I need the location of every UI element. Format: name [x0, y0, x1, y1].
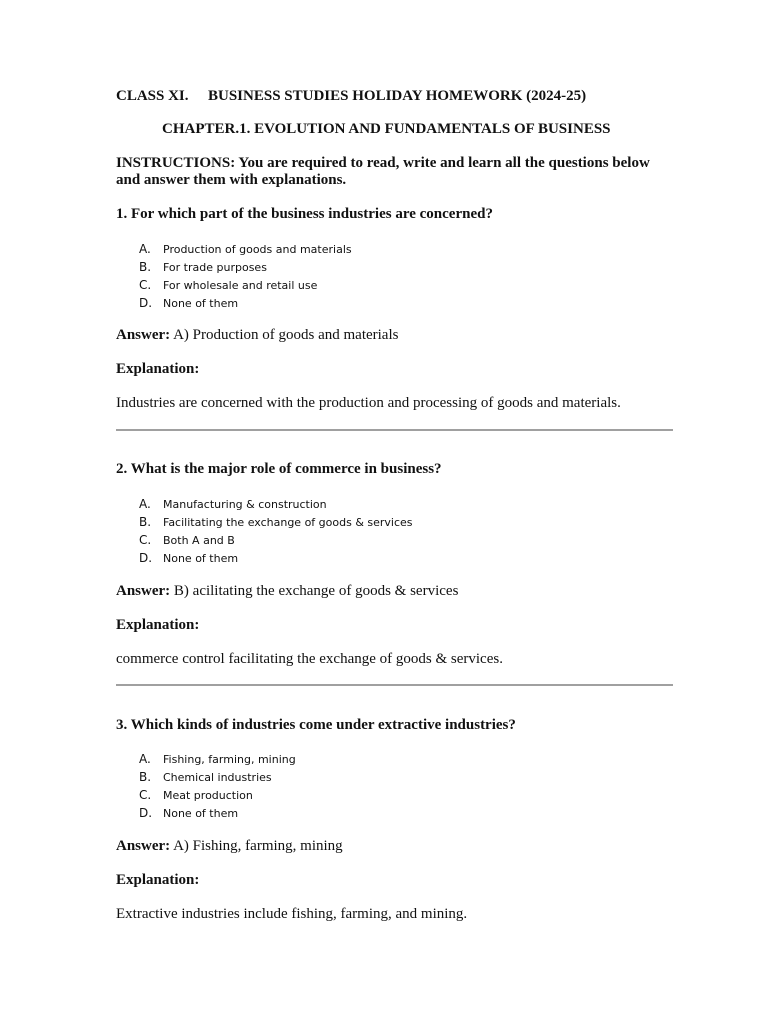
option-c	[139, 531, 413, 549]
option-letter: B.	[139, 515, 152, 529]
option-text: None of them	[163, 807, 239, 820]
option-letter: A.	[139, 242, 151, 256]
option-text: Fishing, farming, mining	[163, 753, 296, 766]
document-title: BUSINESS STUDIES HOLIDAY HOMEWORK (2024-25)	[208, 88, 587, 104]
question-3: 3. Which kinds of industries come under extractive industries?	[116, 717, 516, 733]
option-text: None of them	[163, 297, 239, 310]
option-text: For trade purposes	[163, 261, 267, 274]
option-d	[139, 294, 352, 312]
answer-text: B) acilitating the exchange of goods & services	[173, 583, 459, 599]
option-letter: D.	[139, 296, 153, 310]
option-d	[139, 804, 296, 822]
options-list-1	[139, 240, 352, 312]
option-c	[139, 786, 296, 804]
options-list-2	[139, 495, 413, 567]
option-b	[139, 258, 352, 276]
option-letter: C.	[139, 533, 152, 547]
answer-text: A) Production of goods and materials	[173, 327, 399, 343]
explanation-text-3: Extractive industries include fishing, farming, and mining.	[116, 906, 468, 922]
option-c	[139, 276, 352, 294]
option-letter: A.	[139, 752, 151, 766]
option-text: Meat production	[163, 789, 253, 802]
option-d	[139, 549, 413, 567]
option-text: Manufacturing & construction	[163, 498, 327, 511]
option-a	[139, 495, 413, 513]
option-text: For wholesale and retail use	[163, 279, 318, 292]
option-b	[139, 768, 296, 786]
option-a	[139, 240, 352, 258]
answer-3	[116, 838, 343, 855]
options-list-3	[139, 750, 296, 822]
option-text: Facilitating the exchange of goods & services	[163, 516, 413, 529]
answer-text: A) Fishing, farming, mining	[173, 838, 343, 854]
answer-1	[116, 327, 398, 344]
option-letter: C.	[139, 788, 152, 802]
class-label: CLASS XI.	[116, 88, 189, 104]
explanation-text-1: Industries are concerned with the production and processing of goods and materials.	[116, 395, 621, 411]
option-letter: B.	[139, 260, 152, 274]
option-text: Production of goods and materials	[163, 243, 352, 256]
section-divider	[116, 429, 673, 431]
chapter-title: CHAPTER.1. EVOLUTION AND FUNDAMENTALS OF BUSINESS	[162, 121, 611, 137]
answer-2	[116, 583, 458, 600]
answer-label: Answer:	[116, 327, 171, 343]
option-b	[139, 513, 413, 531]
option-letter: B.	[139, 770, 152, 784]
explanation-label: Explanation:	[116, 872, 200, 888]
option-text: Both A and B	[163, 534, 235, 547]
instructions-text: INSTRUCTIONS: You are required to read, write and learn all the questions below and answer them with explanations.	[116, 155, 650, 188]
explanation-label: Explanation:	[116, 617, 200, 633]
section-divider	[116, 684, 673, 686]
option-text: None of them	[163, 552, 239, 565]
option-letter: D.	[139, 551, 153, 565]
question-2: 2. What is the major role of commerce in business?	[116, 461, 442, 477]
option-letter: A.	[139, 497, 151, 511]
answer-label: Answer:	[116, 838, 171, 854]
explanation-label: Explanation:	[116, 361, 200, 377]
option-text: Chemical industries	[163, 771, 272, 784]
question-1: 1. For which part of the business industries are concerned?	[116, 206, 493, 222]
document-header	[116, 88, 586, 105]
option-letter: D.	[139, 806, 153, 820]
answer-label: Answer:	[116, 583, 171, 599]
option-letter: C.	[139, 278, 152, 292]
option-a	[139, 750, 296, 768]
explanation-text-2: commerce control facilitating the exchange of goods & services.	[116, 651, 503, 667]
